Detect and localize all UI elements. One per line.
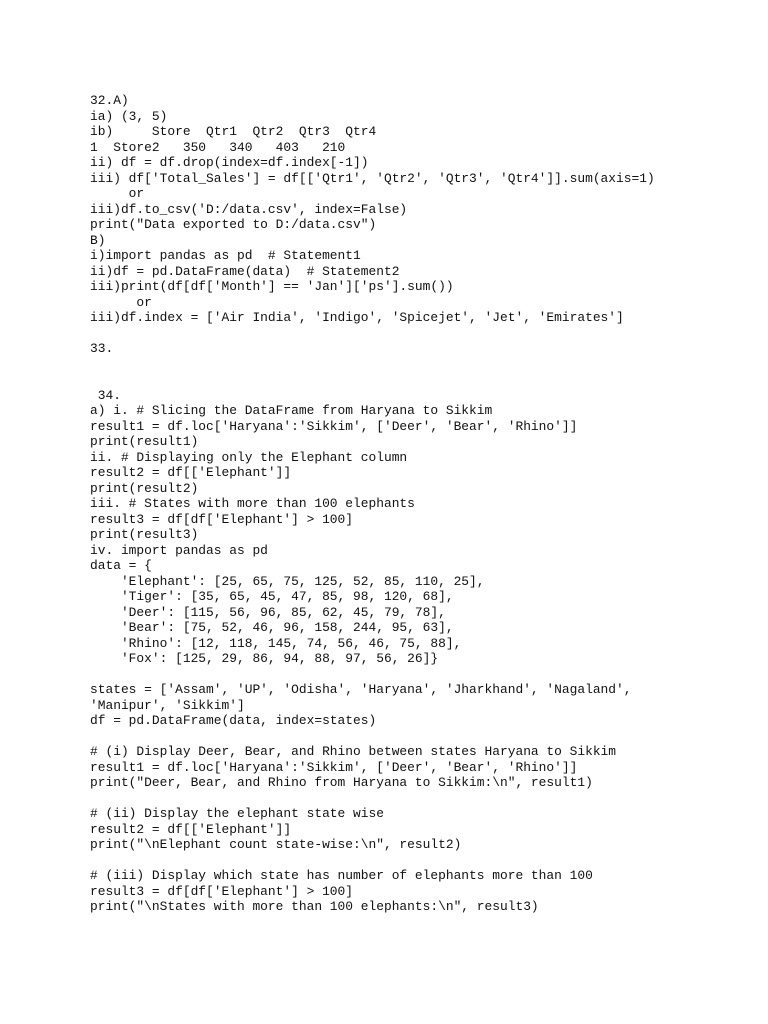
text-line: result2 = df[['Elephant']] bbox=[90, 821, 292, 837]
text-line: 'Rhino': [12, 118, 145, 74, 56, 46, 75, 88], bbox=[90, 635, 462, 651]
text-line: result1 = df.loc['Haryana':'Sikkim', ['Deer', 'Bear', 'Rhino']] bbox=[90, 759, 578, 775]
text-line bbox=[90, 729, 750, 745]
text-line: result3 = df[df['Elephant'] > 100] bbox=[90, 511, 354, 527]
text-line bbox=[90, 667, 750, 683]
text-line: a) i. # Slicing the DataFrame from Haryana to Sikkim bbox=[90, 403, 493, 418]
text-line: # (i) Display Deer, Bear, and Rhino between states Haryana to Sikkim bbox=[90, 744, 617, 759]
text-line: print("Deer, Bear, and Rhino from Haryana to Sikkim:\n", result1) bbox=[90, 775, 593, 790]
text-line: 34. bbox=[90, 387, 121, 403]
text-line: 'Bear': [75, 52, 46, 96, 158, 244, 95, 63], bbox=[90, 620, 454, 635]
text-line: data = { bbox=[90, 558, 152, 573]
text-line: result3 = df[df['Elephant'] > 100] bbox=[90, 883, 354, 899]
text-line: df = pd.DataFrame(data, index=states) bbox=[90, 713, 377, 728]
text-line: states = ['Assam', 'UP', 'Odisha', 'Haryana', 'Jharkhand', 'Nagaland', bbox=[90, 682, 632, 697]
text-line: 32.A) bbox=[90, 93, 129, 108]
text-line bbox=[90, 791, 750, 807]
text-line: print(result2) bbox=[90, 480, 199, 496]
text-line: iv. import pandas as pd bbox=[90, 542, 268, 558]
text-line: iii) df['Total_Sales'] = df[['Qtr1', 'Qtr2', 'Qtr3', 'Qtr4']].sum(axis=1) bbox=[90, 170, 655, 186]
text-line bbox=[90, 357, 750, 373]
text-line: iii)df.index = ['Air India', 'Indigo', 'Spicejet', 'Jet', 'Emirates'] bbox=[90, 310, 624, 325]
text-line: print(result3) bbox=[90, 527, 199, 542]
text-line: ii. # Displaying only the Elephant column bbox=[90, 449, 408, 465]
text-line: ib) Store Qtr1 Qtr2 Qtr3 Qtr4 bbox=[90, 124, 377, 139]
text-line: result2 = df[['Elephant']] bbox=[90, 465, 292, 480]
text-line: iii)print(df[df['Month'] == 'Jan']['ps'].sum()) bbox=[90, 279, 454, 294]
text-line: 'Tiger': [35, 65, 45, 47, 85, 98, 120, 68], bbox=[90, 589, 454, 604]
text-line: or bbox=[90, 294, 152, 310]
text-line: print("\nStates with more than 100 elephants:\n", result3) bbox=[90, 899, 539, 914]
text-line: print("\nElephant count state-wise:\n", result2) bbox=[90, 837, 462, 852]
text-line: # (ii) Display the elephant state wise bbox=[90, 806, 384, 821]
text-line: 'Manipur', 'Sikkim'] bbox=[90, 697, 245, 713]
text-line: 33. bbox=[90, 341, 114, 356]
text-line bbox=[90, 326, 750, 342]
text-line bbox=[90, 853, 750, 869]
text-line: print(result1) bbox=[90, 434, 199, 449]
text-line: iii)df.to_csv('D:/data.csv', index=False) bbox=[90, 201, 408, 217]
text-line: ii)df = pd.DataFrame(data) # Statement2 bbox=[90, 263, 400, 279]
document-body bbox=[90, 93, 750, 915]
text-line: iii. # States with more than 100 elephants bbox=[90, 496, 415, 511]
text-line: i)import pandas as pd # Statement1 bbox=[90, 248, 361, 263]
text-line: 'Elephant': [25, 65, 75, 125, 52, 85, 110, 25], bbox=[90, 573, 485, 589]
text-line bbox=[90, 372, 750, 388]
text-line: ia) (3, 5) bbox=[90, 108, 168, 124]
text-line: or bbox=[90, 186, 145, 201]
text-line: B) bbox=[90, 232, 106, 248]
text-line: ii) df = df.drop(index=df.index[-1]) bbox=[90, 155, 369, 170]
text-line: 1 Store2 350 340 403 210 bbox=[90, 139, 346, 155]
text-line: # (iii) Display which state has number of elephants more than 100 bbox=[90, 868, 593, 883]
text-line: print("Data exported to D:/data.csv") bbox=[90, 217, 377, 232]
text-line: result1 = df.loc['Haryana':'Sikkim', ['Deer', 'Bear', 'Rhino']] bbox=[90, 418, 578, 434]
text-line: 'Deer': [115, 56, 96, 85, 62, 45, 79, 78], bbox=[90, 604, 446, 620]
text-line: 'Fox': [125, 29, 86, 94, 88, 97, 56, 26]} bbox=[90, 651, 439, 666]
